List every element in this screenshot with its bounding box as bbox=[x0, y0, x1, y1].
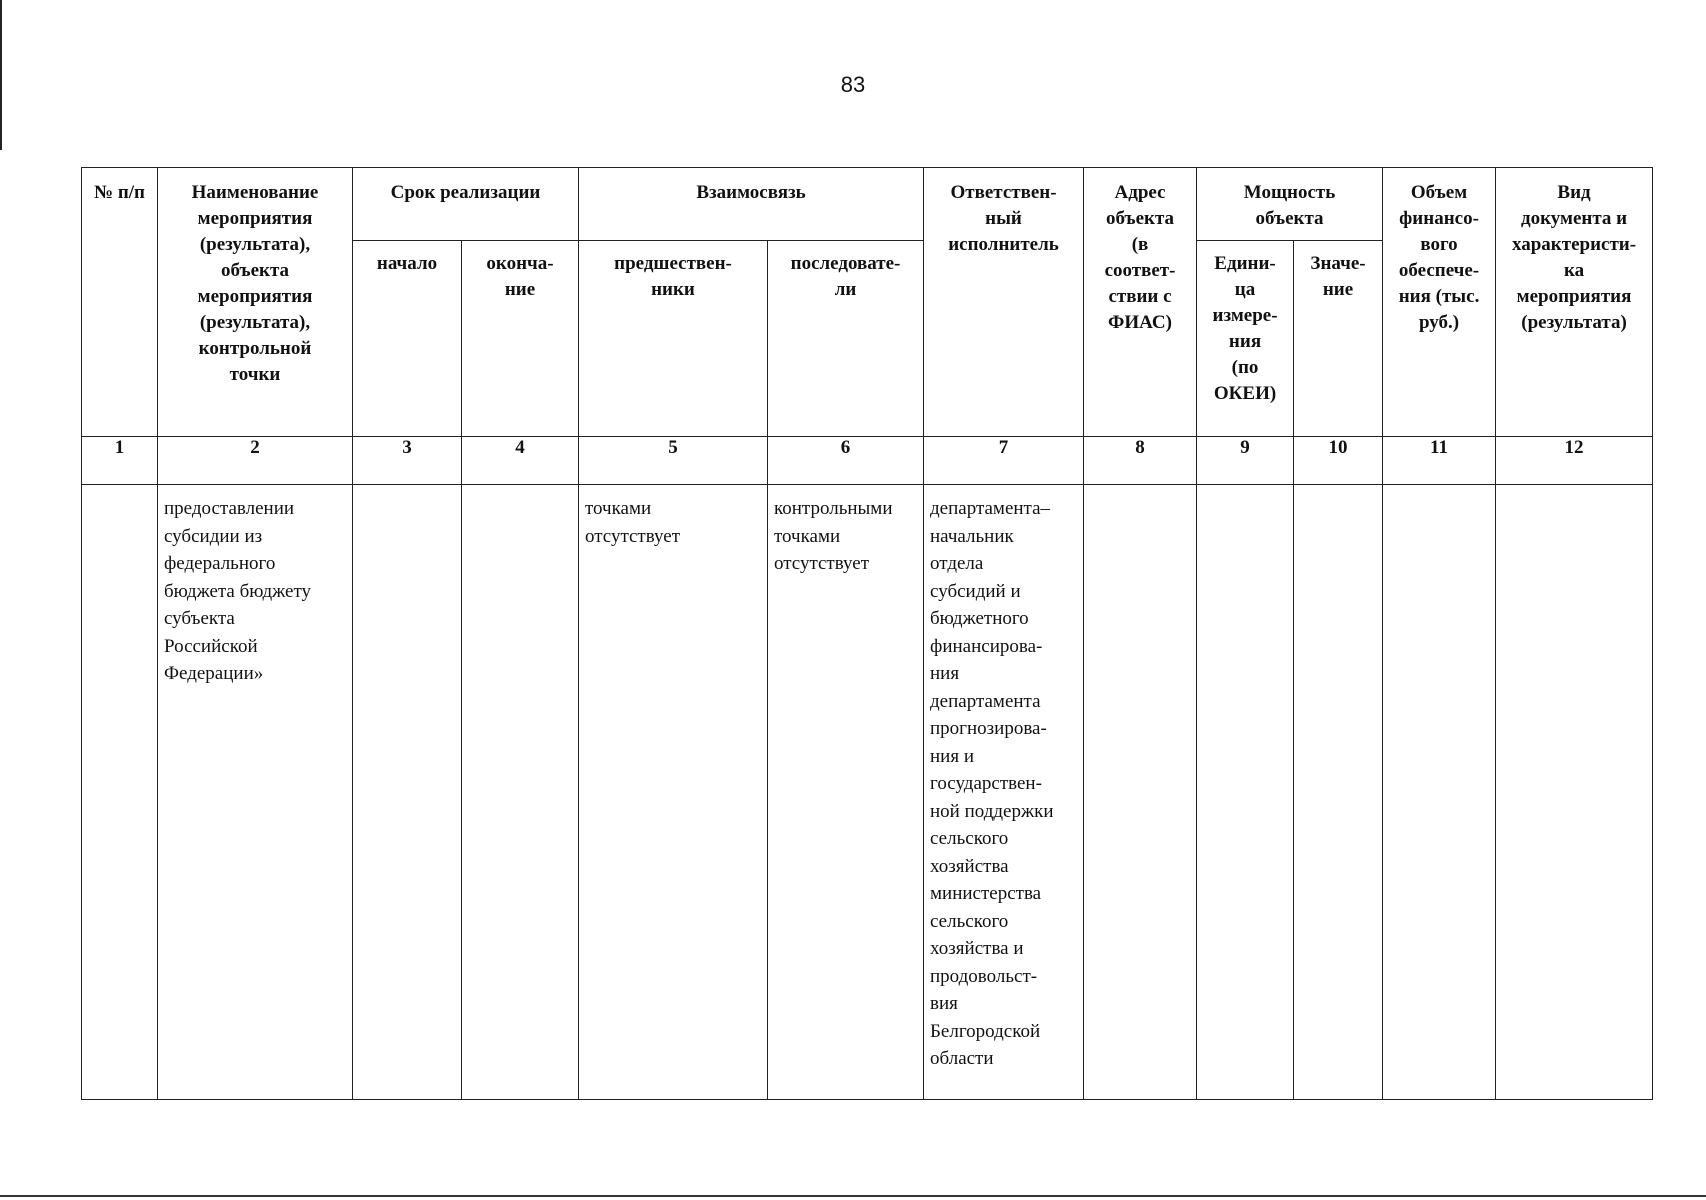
table-row bbox=[82, 485, 1653, 1100]
cell-activity-name: предоставлении субсидии из федерального бюджета бюджету субъекта Российской Федерации» bbox=[158, 485, 353, 1100]
column-number: 4 bbox=[462, 437, 579, 485]
cell-address bbox=[1084, 485, 1197, 1100]
header-term-group: Срок реализации bbox=[353, 168, 579, 241]
header-address: Адрес объекта (в соответ- ствии с ФИАС) bbox=[1084, 168, 1197, 437]
header-financing: Объем финансо- вого обеспече- ния (тыс. руб.) bbox=[1383, 168, 1496, 437]
header-unit: Едини- ца измере- ния (по ОКЕИ) bbox=[1197, 241, 1294, 437]
header-number: № п/п bbox=[82, 168, 158, 437]
page-number: 83 bbox=[840, 72, 866, 97]
header-row-top bbox=[82, 168, 1653, 241]
cell-responsible: департамента– начальник отдела субсидий и бюджетного финансирова- ния департамента прогнозирова- ния и государствен- ной поддержки сельского хозяйства министерства сельского хозяйства и продовольст- вия Белгородской области bbox=[924, 485, 1084, 1100]
cell-unit bbox=[1197, 485, 1294, 1100]
header-responsible: Ответствен- ный исполнитель bbox=[924, 168, 1084, 437]
header-power-group: Мощность объекта bbox=[1197, 168, 1383, 241]
bottom-margin-rule bbox=[0, 1195, 1706, 1197]
header-term-end: оконча- ние bbox=[462, 241, 579, 437]
column-number: 6 bbox=[768, 437, 924, 485]
cell-document-type bbox=[1496, 485, 1653, 1100]
column-number: 10 bbox=[1294, 437, 1383, 485]
activity-table bbox=[81, 167, 1653, 1100]
cell-value bbox=[1294, 485, 1383, 1100]
column-number: 5 bbox=[579, 437, 768, 485]
header-document-type: Вид документа и характеристи- ка мероприятия (результата) bbox=[1496, 168, 1653, 437]
header-term-start: начало bbox=[353, 241, 462, 437]
header-value: Значе- ние bbox=[1294, 241, 1383, 437]
column-number: 9 bbox=[1197, 437, 1294, 485]
header-successors: последовате- ли bbox=[768, 241, 924, 437]
header-link-group: Взаимосвязь bbox=[579, 168, 924, 241]
column-number: 1 bbox=[82, 437, 158, 485]
header-activity-name: Наименование мероприятия (результата), объекта мероприятия (результата), контрольной точки bbox=[158, 168, 353, 437]
cell-financing bbox=[1383, 485, 1496, 1100]
column-number: 3 bbox=[353, 437, 462, 485]
column-number: 11 bbox=[1383, 437, 1496, 485]
column-number: 2 bbox=[158, 437, 353, 485]
cell-successors: контрольными точками отсутствует bbox=[768, 485, 924, 1100]
cell-term-end bbox=[462, 485, 579, 1100]
cell-number bbox=[82, 485, 158, 1100]
header-predecessors: предшествен- ники bbox=[579, 241, 768, 437]
cell-predecessors: точками отсутствует bbox=[579, 485, 768, 1100]
column-number-row bbox=[82, 437, 1653, 485]
column-number: 12 bbox=[1496, 437, 1653, 485]
cell-term-start bbox=[353, 485, 462, 1100]
column-number: 7 bbox=[924, 437, 1084, 485]
column-number: 8 bbox=[1084, 437, 1197, 485]
